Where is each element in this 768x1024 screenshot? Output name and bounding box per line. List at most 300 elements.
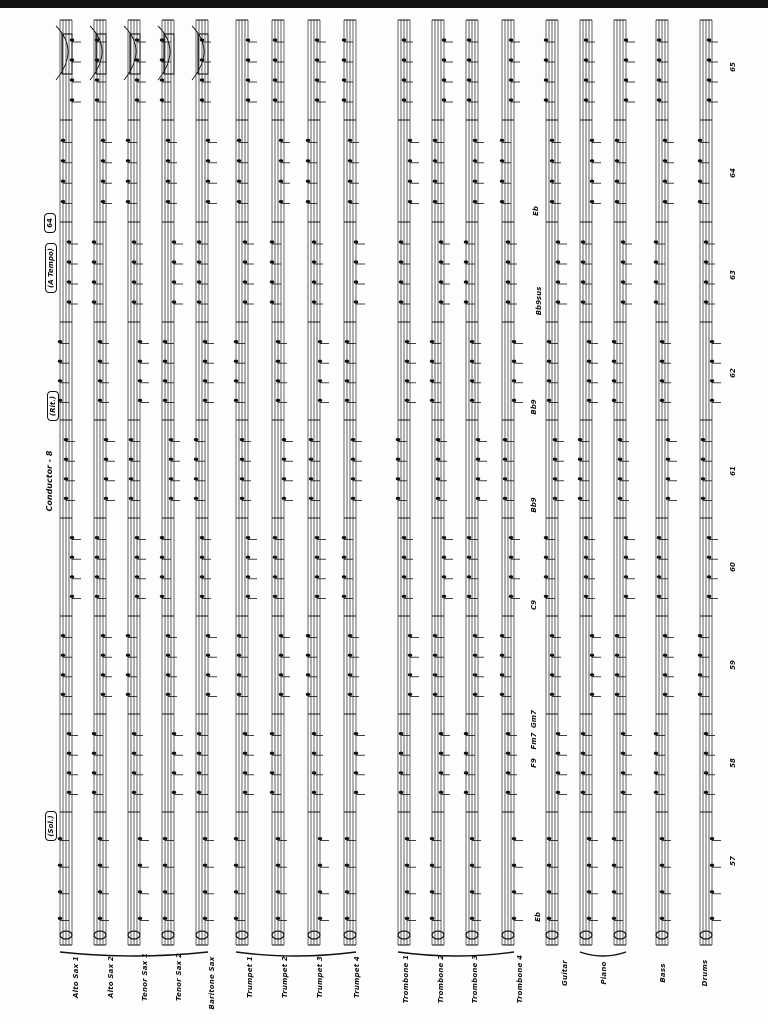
note-head	[430, 399, 434, 402]
note-head	[70, 78, 74, 81]
note-head	[584, 575, 588, 578]
note-head	[590, 139, 594, 142]
note-head	[581, 260, 585, 263]
note-head	[129, 497, 133, 500]
note-head	[584, 556, 588, 559]
note-head	[408, 634, 412, 637]
note-head	[354, 752, 358, 755]
note-head	[657, 595, 661, 598]
note-head	[163, 379, 167, 382]
note-head	[342, 536, 346, 539]
note-head	[345, 399, 349, 402]
note-head	[70, 575, 74, 578]
note-head	[126, 180, 130, 183]
note-head	[194, 477, 198, 480]
note-head	[704, 791, 708, 794]
note-head	[660, 379, 664, 382]
note-head	[503, 458, 507, 461]
note-head	[473, 654, 477, 657]
note-head	[318, 399, 322, 402]
note-head	[312, 771, 316, 774]
note-head	[657, 536, 661, 539]
note-head	[544, 58, 548, 61]
note-head	[172, 240, 176, 243]
note-head	[315, 98, 319, 101]
note-head	[92, 791, 96, 794]
note-head	[315, 78, 319, 81]
note-head	[556, 240, 560, 243]
note-head	[318, 890, 322, 893]
note-head	[282, 438, 286, 441]
note-head	[160, 78, 164, 81]
note-head	[61, 200, 65, 203]
note-head	[621, 791, 625, 794]
note-head	[584, 98, 588, 101]
note-head	[430, 890, 434, 893]
note-head	[710, 864, 714, 867]
note-head	[58, 340, 62, 343]
staff-tenor-sax-1	[126, 20, 149, 945]
note-head	[61, 654, 65, 657]
note-head	[98, 399, 102, 402]
note-head	[203, 379, 207, 382]
note-head	[587, 340, 591, 343]
note-head	[618, 477, 622, 480]
note-head	[246, 556, 250, 559]
note-head	[270, 771, 274, 774]
note-head	[126, 159, 130, 162]
note-head	[126, 139, 130, 142]
note-head	[342, 556, 346, 559]
staff-alto-sax-2	[92, 20, 115, 945]
note-head	[203, 890, 207, 893]
label-trombone-4: Trombone 4	[516, 954, 524, 1004]
note-head	[470, 917, 474, 920]
note-head	[203, 399, 207, 402]
note-head	[58, 864, 62, 867]
note-head	[624, 78, 628, 81]
note-head	[550, 673, 554, 676]
note-head	[234, 379, 238, 382]
note-head	[615, 159, 619, 162]
note-head	[615, 139, 619, 142]
note-head	[200, 575, 204, 578]
note-head	[550, 200, 554, 203]
note-head	[500, 634, 504, 637]
staff-tenor-sax-2	[160, 20, 183, 945]
note-head	[590, 200, 594, 203]
note-head	[467, 58, 471, 61]
note-head	[276, 399, 280, 402]
label-alto-sax-1: Alto Sax 1	[72, 956, 80, 998]
note-head	[166, 634, 170, 637]
note-head	[433, 139, 437, 142]
note-head	[138, 890, 142, 893]
staff-trombone-3	[464, 20, 487, 945]
note-head	[243, 300, 247, 303]
staff-trombone-4	[500, 20, 523, 945]
note-head	[405, 340, 409, 343]
note-head	[306, 654, 310, 657]
note-head	[246, 78, 250, 81]
note-head	[237, 693, 241, 696]
note-head	[581, 280, 585, 283]
note-head	[666, 477, 670, 480]
note-head	[61, 693, 65, 696]
measure-number-62: 62	[729, 368, 737, 378]
note-head	[98, 917, 102, 920]
note-head	[399, 280, 403, 283]
note-head	[342, 58, 346, 61]
note-head	[132, 300, 136, 303]
note-head	[442, 58, 446, 61]
section-bracket-3	[398, 952, 514, 956]
note-head	[408, 159, 412, 162]
label-baritone-sax: Baritone Sax	[208, 956, 216, 1010]
note-head	[197, 280, 201, 283]
note-head	[203, 864, 207, 867]
note-head	[663, 180, 667, 183]
note-head	[315, 556, 319, 559]
note-head	[129, 458, 133, 461]
note-head	[612, 340, 616, 343]
note-head	[666, 458, 670, 461]
note-head	[92, 240, 96, 243]
note-head	[556, 732, 560, 735]
note-head	[234, 890, 238, 893]
label-tenor-sax-2: Tenor Sax 2	[175, 952, 183, 1002]
note-head	[578, 458, 582, 461]
note-head	[95, 595, 99, 598]
note-head	[467, 575, 471, 578]
note-head	[276, 340, 280, 343]
note-head	[701, 477, 705, 480]
note-head	[590, 673, 594, 676]
note-head	[470, 379, 474, 382]
note-head	[439, 791, 443, 794]
note-head	[553, 477, 557, 480]
note-head	[464, 791, 468, 794]
note-head	[58, 379, 62, 382]
note-head	[200, 595, 204, 598]
note-head	[197, 732, 201, 735]
note-head	[243, 240, 247, 243]
label-alto-sax-2: Alto Sax 2	[107, 956, 115, 998]
note-head	[547, 360, 551, 363]
note-head	[312, 791, 316, 794]
note-head	[135, 78, 139, 81]
note-head	[433, 693, 437, 696]
note-head	[503, 477, 507, 480]
note-head	[197, 240, 201, 243]
note-head	[615, 693, 619, 696]
note-head	[470, 399, 474, 402]
measure-number-63: 63	[729, 270, 737, 280]
note-head	[512, 340, 516, 343]
note-head	[237, 634, 241, 637]
note-head	[354, 791, 358, 794]
note-head	[707, 78, 711, 81]
note-head	[581, 791, 585, 794]
note-head	[172, 732, 176, 735]
note-head	[237, 200, 241, 203]
note-head	[581, 752, 585, 755]
note-head	[315, 595, 319, 598]
note-head	[506, 300, 510, 303]
note-head	[101, 673, 105, 676]
note-head	[430, 379, 434, 382]
note-head	[506, 280, 510, 283]
note-head	[439, 732, 443, 735]
note-head	[587, 864, 591, 867]
note-head	[402, 78, 406, 81]
note-head	[354, 300, 358, 303]
note-head	[67, 280, 71, 283]
note-head	[234, 399, 238, 402]
note-head	[163, 340, 167, 343]
note-head	[203, 917, 207, 920]
chord-bb9sus: Bb9sus	[535, 286, 543, 316]
note-head	[67, 260, 71, 263]
solo-marking: (Sol.)	[45, 811, 57, 841]
chord-c9: C9	[530, 600, 538, 611]
measure-number-64: 64	[729, 168, 737, 178]
note-head	[710, 379, 714, 382]
note-head	[657, 556, 661, 559]
note-head	[624, 536, 628, 539]
note-head	[306, 673, 310, 676]
note-head	[315, 58, 319, 61]
note-head	[172, 771, 176, 774]
note-head	[276, 890, 280, 893]
note-head	[698, 200, 702, 203]
note-head	[206, 180, 210, 183]
note-head	[132, 732, 136, 735]
note-head	[64, 438, 68, 441]
note-head	[135, 98, 139, 101]
note-head	[163, 864, 167, 867]
note-head	[246, 575, 250, 578]
note-head	[160, 595, 164, 598]
note-head	[442, 556, 446, 559]
note-head	[318, 360, 322, 363]
note-head	[206, 673, 210, 676]
note-head	[663, 654, 667, 657]
note-head	[701, 458, 705, 461]
staff-trombone-2	[430, 20, 453, 945]
note-head	[506, 791, 510, 794]
note-head	[126, 200, 130, 203]
measure-number-59: 59	[729, 660, 737, 670]
note-head	[399, 771, 403, 774]
staff-alto-sax-1	[58, 20, 81, 945]
note-head	[654, 791, 658, 794]
note-head	[544, 575, 548, 578]
note-head	[584, 536, 588, 539]
note-head	[318, 864, 322, 867]
staff-bass	[654, 20, 677, 945]
note-head	[98, 340, 102, 343]
note-head	[163, 890, 167, 893]
note-head	[345, 890, 349, 893]
note-head	[473, 159, 477, 162]
note-head	[354, 771, 358, 774]
measure-number-60: 60	[729, 562, 737, 572]
note-head	[405, 917, 409, 920]
note-head	[550, 693, 554, 696]
note-head	[624, 38, 628, 41]
note-head	[92, 260, 96, 263]
note-head	[270, 260, 274, 263]
note-head	[405, 837, 409, 840]
note-head	[624, 556, 628, 559]
note-head	[556, 752, 560, 755]
label-trombone-3: Trombone 3	[471, 954, 479, 1004]
note-head	[553, 497, 557, 500]
note-head	[270, 732, 274, 735]
note-head	[476, 497, 480, 500]
note-head	[433, 159, 437, 162]
measure-number-61: 61	[729, 466, 737, 476]
note-head	[500, 673, 504, 676]
note-head	[467, 556, 471, 559]
note-head	[584, 58, 588, 61]
note-head	[92, 752, 96, 755]
note-head	[64, 477, 68, 480]
note-head	[237, 139, 241, 142]
note-head	[279, 139, 283, 142]
note-head	[95, 98, 99, 101]
note-head	[67, 240, 71, 243]
note-head	[698, 159, 702, 162]
label-trumpet-4: Trumpet 4	[353, 956, 361, 998]
note-head	[660, 360, 664, 363]
note-head	[101, 180, 105, 183]
note-head	[342, 595, 346, 598]
note-head	[584, 595, 588, 598]
note-head	[710, 340, 714, 343]
note-head	[433, 673, 437, 676]
note-head	[282, 497, 286, 500]
note-head	[587, 837, 591, 840]
note-head	[70, 556, 74, 559]
note-head	[473, 200, 477, 203]
note-head	[318, 340, 322, 343]
note-head	[442, 78, 446, 81]
note-head	[206, 200, 210, 203]
note-head	[470, 890, 474, 893]
note-head	[172, 260, 176, 263]
rehearsal-mark: 64	[44, 213, 56, 233]
note-head	[64, 458, 68, 461]
note-head	[270, 240, 274, 243]
note-head	[663, 159, 667, 162]
note-head	[240, 477, 244, 480]
rit-marking: (Rit.)	[47, 391, 59, 421]
note-head	[243, 752, 247, 755]
note-head	[101, 139, 105, 142]
note-head	[621, 752, 625, 755]
note-head	[194, 438, 198, 441]
note-head	[58, 837, 62, 840]
note-head	[234, 917, 238, 920]
note-head	[464, 771, 468, 774]
note-head	[473, 139, 477, 142]
note-head	[203, 360, 207, 363]
note-head	[160, 556, 164, 559]
note-head	[160, 575, 164, 578]
note-head	[399, 791, 403, 794]
note-head	[200, 98, 204, 101]
note-head	[206, 634, 210, 637]
staff-baritone-sax	[194, 20, 217, 945]
note-head	[172, 791, 176, 794]
note-head	[590, 654, 594, 657]
note-head	[587, 360, 591, 363]
note-head	[273, 98, 277, 101]
note-head	[666, 497, 670, 500]
measure-number-57: 57	[729, 856, 737, 866]
note-head	[237, 673, 241, 676]
note-head	[318, 379, 322, 382]
note-head	[243, 732, 247, 735]
note-head	[200, 536, 204, 539]
note-head	[436, 477, 440, 480]
note-head	[550, 159, 554, 162]
note-head	[581, 300, 585, 303]
note-head	[660, 890, 664, 893]
note-head	[550, 634, 554, 637]
note-head	[312, 280, 316, 283]
note-head	[704, 752, 708, 755]
note-head	[503, 438, 507, 441]
note-head	[243, 280, 247, 283]
note-head	[704, 240, 708, 243]
note-head	[166, 693, 170, 696]
note-head	[126, 693, 130, 696]
note-head	[135, 536, 139, 539]
note-head	[95, 536, 99, 539]
note-head	[707, 38, 711, 41]
note-head	[430, 864, 434, 867]
note-head	[467, 38, 471, 41]
note-head	[234, 837, 238, 840]
note-head	[160, 98, 164, 101]
note-head	[396, 497, 400, 500]
note-head	[276, 837, 280, 840]
note-head	[240, 458, 244, 461]
note-head	[206, 654, 210, 657]
note-head	[509, 595, 513, 598]
note-head	[270, 300, 274, 303]
note-head	[612, 837, 616, 840]
note-head	[243, 791, 247, 794]
note-head	[342, 575, 346, 578]
note-head	[273, 78, 277, 81]
note-head	[430, 917, 434, 920]
note-head	[624, 595, 628, 598]
note-head	[348, 180, 352, 183]
note-head	[500, 200, 504, 203]
note-head	[710, 890, 714, 893]
note-head	[654, 732, 658, 735]
note-head	[348, 693, 352, 696]
note-head	[138, 864, 142, 867]
note-head	[556, 771, 560, 774]
note-head	[345, 837, 349, 840]
note-head	[544, 595, 548, 598]
note-head	[556, 300, 560, 303]
